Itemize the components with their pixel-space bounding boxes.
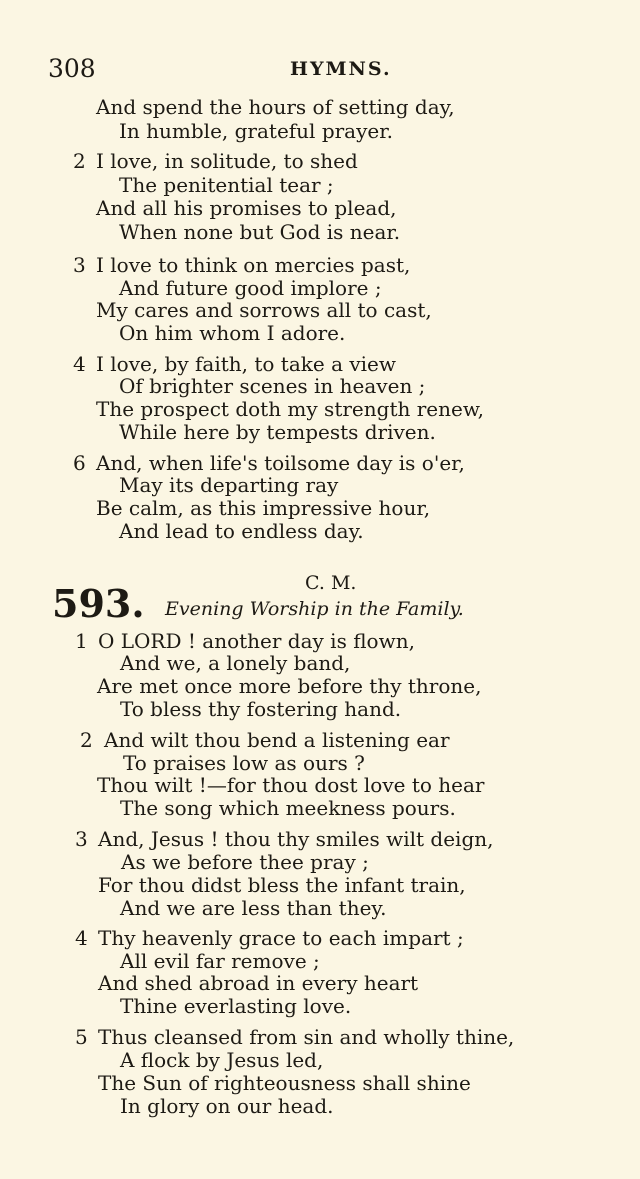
verse-line: And shed abroad in every heart: [98, 971, 419, 995]
verse-line: As we before thee pray ;: [121, 850, 369, 874]
verse-line: The penitential tear ;: [119, 173, 334, 197]
verse-number: 4: [73, 352, 86, 376]
verse-line: And future good implore ;: [119, 276, 382, 300]
verse-number: 3: [73, 253, 86, 277]
verse-line: Be calm, as this impressive hour,: [96, 496, 431, 520]
verse-line: Thou wilt !—for thou dost love to hear: [97, 773, 485, 797]
verse-line: A flock by Jesus led,: [120, 1048, 324, 1072]
verse-line: I love, in solitude, to shed: [96, 149, 358, 173]
hymn-title: Evening Worship in the Family.: [165, 598, 464, 620]
verse-line: And all his promises to plead,: [96, 196, 397, 220]
verse-line: Thine everlasting love.: [120, 994, 352, 1018]
verse-line: In humble, grateful prayer.: [119, 119, 393, 143]
hymn-number: 593.: [52, 581, 145, 626]
verse-line: I love, by faith, to take a view: [96, 352, 396, 376]
verse-number: 6: [73, 451, 86, 475]
verse-line: The song which meekness pours.: [120, 796, 456, 820]
verse-line: To bless thy fostering hand.: [120, 697, 402, 721]
verse-line: And we are less than they.: [120, 896, 387, 920]
verse-number: 1: [75, 629, 88, 653]
verse-line: And spend the hours of setting day,: [96, 95, 455, 119]
verse-line: When none but God is near.: [119, 220, 401, 244]
running-title: HYMNS.: [290, 58, 392, 80]
verse-line: Are met once more before thy throne,: [97, 674, 482, 698]
page-number: 308: [48, 54, 96, 83]
verse-number: 2: [73, 149, 86, 173]
verse-line: While here by tempests driven.: [119, 420, 436, 444]
verse-line: And, when life's toilsome day is o'er,: [96, 451, 465, 475]
verse-line: I love to think on mercies past,: [96, 253, 411, 277]
verse-line: On him whom I adore.: [119, 321, 346, 345]
verse-line: And we, a lonely band,: [120, 651, 351, 675]
verse-line: To praises low as ours ?: [123, 751, 365, 775]
verse-line: My cares and sorrows all to cast,: [96, 298, 432, 322]
verse-number: 4: [75, 926, 88, 950]
verse-line: Of brighter scenes in heaven ;: [119, 374, 426, 398]
verse-number: 5: [75, 1025, 88, 1049]
verse-line: Thy heavenly grace to each impart ;: [98, 926, 464, 950]
page-header: [48, 54, 608, 84]
verse-line: And wilt thou bend a listening ear: [104, 728, 450, 752]
verse-line: The prospect doth my strength renew,: [96, 397, 484, 421]
verse-line: O LORD ! another day is flown,: [98, 629, 415, 653]
verse-number: 3: [75, 827, 88, 851]
verse-line: May its departing ray: [119, 473, 339, 497]
hymn-meter: C. M.: [305, 572, 357, 594]
verse-line: And, Jesus ! thou thy smiles wilt deign,: [98, 827, 494, 851]
verse-line: For thou didst bless the infant train,: [98, 873, 466, 897]
verse-line: And lead to endless day.: [119, 519, 364, 543]
verse-line: All evil far remove ;: [120, 949, 320, 973]
verse-line: Thus cleansed from sin and wholly thine,: [98, 1025, 515, 1049]
verse-number: 2: [80, 728, 93, 752]
verse-line: The Sun of righteousness shall shine: [98, 1071, 471, 1095]
verse-line: In glory on our head.: [120, 1094, 334, 1118]
